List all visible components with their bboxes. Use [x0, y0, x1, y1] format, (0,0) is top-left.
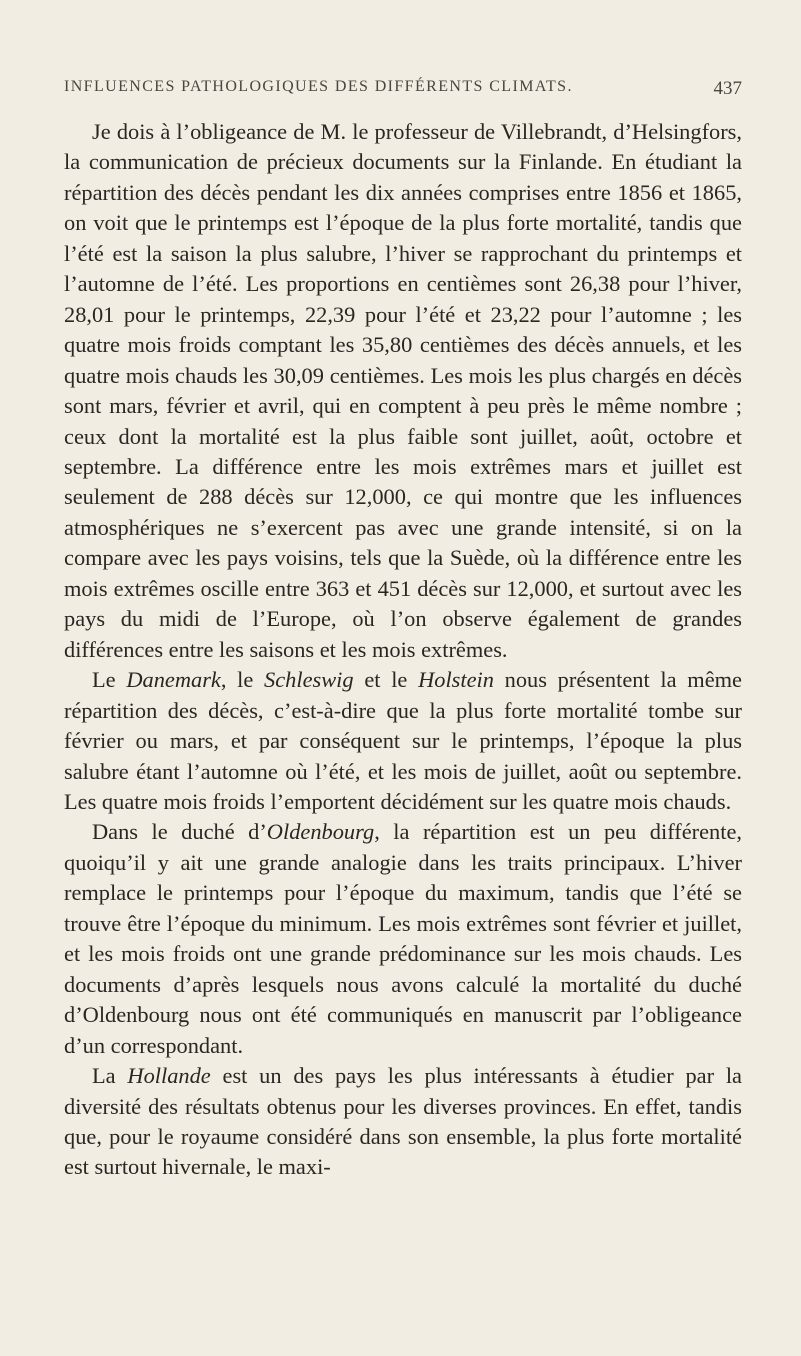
text-run: Dans le duché d’ [92, 819, 267, 845]
paragraph-finland [64, 117, 742, 665]
running-header [64, 78, 742, 100]
italic-place-oldenbourg: Oldenbourg [266, 819, 375, 845]
text-run: , le [220, 667, 265, 693]
italic-place-holstein: Holstein [418, 667, 494, 693]
page-number: 437 [713, 78, 742, 99]
text-run: , la répartition est un peu différente, quoiqu’il y ait une grande analogie dans les traits principaux. L’hiver remplace le printemps pour l’époque du maximum, tandis que l’été se trouve être l’époque du minimum. Les mois extrêmes sont février et juillet, et les mois froids ont une grande prédominance sur les mois chauds. Les documents d’après lesquels nous avons calculé la mortalité du duché d’Oldenbourg nous ont été communiqués en manuscrit par l’obligeance d’un correspondant. [64, 819, 742, 1058]
body-text [64, 117, 742, 1183]
text-run: Je dois à l’obligeance de M. le professeur de Villebrandt, d’Helsingfors, la communication de précieux documents sur la Finlande. En étudiant la répartition des décès pendant les dix années comprises entre 1856 et 1865, on voit que le printemps est l’époque de la plus forte mortalité, tandis que l’été est la saison la plus salubre, l’hiver se rapprochant du printemps et l’automne de l’été. Les proportions en centièmes sont 26,38 pour l’hiver, 28,01 pour le printemps, 22,39 pour l’été et 23,22 pour l’automne ; les quatre mois froids comptant les 35,80 centièmes des décès annuels, et les quatre mois chauds les 30,09 centièmes. Les mois les plus chargés en décès sont mars, février et avril, qui en comptent à peu près le même nombre ; ceux dont la mortalité est la plus faible sont juillet, août, octobre et septembre. La différence entre les mois extrêmes mars et juillet est seulement de 288 décès sur 12,000, ce qui montre que les influences atmosphériques ne s’exercent pas avec une grande intensité, si on la compare avec les pays voisins, tels que la Suède, où la différence entre les mois extrêmes oscille entre 363 et 451 décès sur 12,000, et surtout avec les pays du midi de l’Europe, où l’on observe également de grandes différences entre les saisons et les mois extrêmes. [64, 119, 742, 662]
paragraph-hollande [64, 1061, 742, 1183]
text-run: nous présentent la même répartition des décès, c’est-à-dire que la plus forte mortalité tombe sur février ou mars, et par conséquent sur le printemps, l’époque la plus salubre étant l’automne où l’été, et les mois de juillet, août ou septembre. Les quatre mois froids l’emportent décidément sur les quatre mois chauds. [64, 667, 742, 814]
italic-place-hollande: Hollande [127, 1063, 211, 1089]
running-title: INFLUENCES PATHOLOGIQUES DES DIFFÉRENTS CLIMATS. [64, 78, 573, 95]
text-run: La [92, 1063, 128, 1089]
paragraph-oldenbourg [64, 817, 742, 1061]
italic-place-danemark: Danemark [126, 667, 221, 693]
text-run: Le [92, 667, 127, 693]
italic-place-schleswig: Schleswig [264, 667, 354, 693]
text-run: est un des pays les plus intéressants à étudier par la diversité des résultats obtenus pour les diverses provinces. En effet, tandis que, pour le royaume considéré dans son ensemble, la plus forte mortalité est surtout hivernale, le maxi- [64, 1063, 742, 1180]
paragraph-denmark [64, 665, 742, 817]
text-run: et le [353, 667, 419, 693]
